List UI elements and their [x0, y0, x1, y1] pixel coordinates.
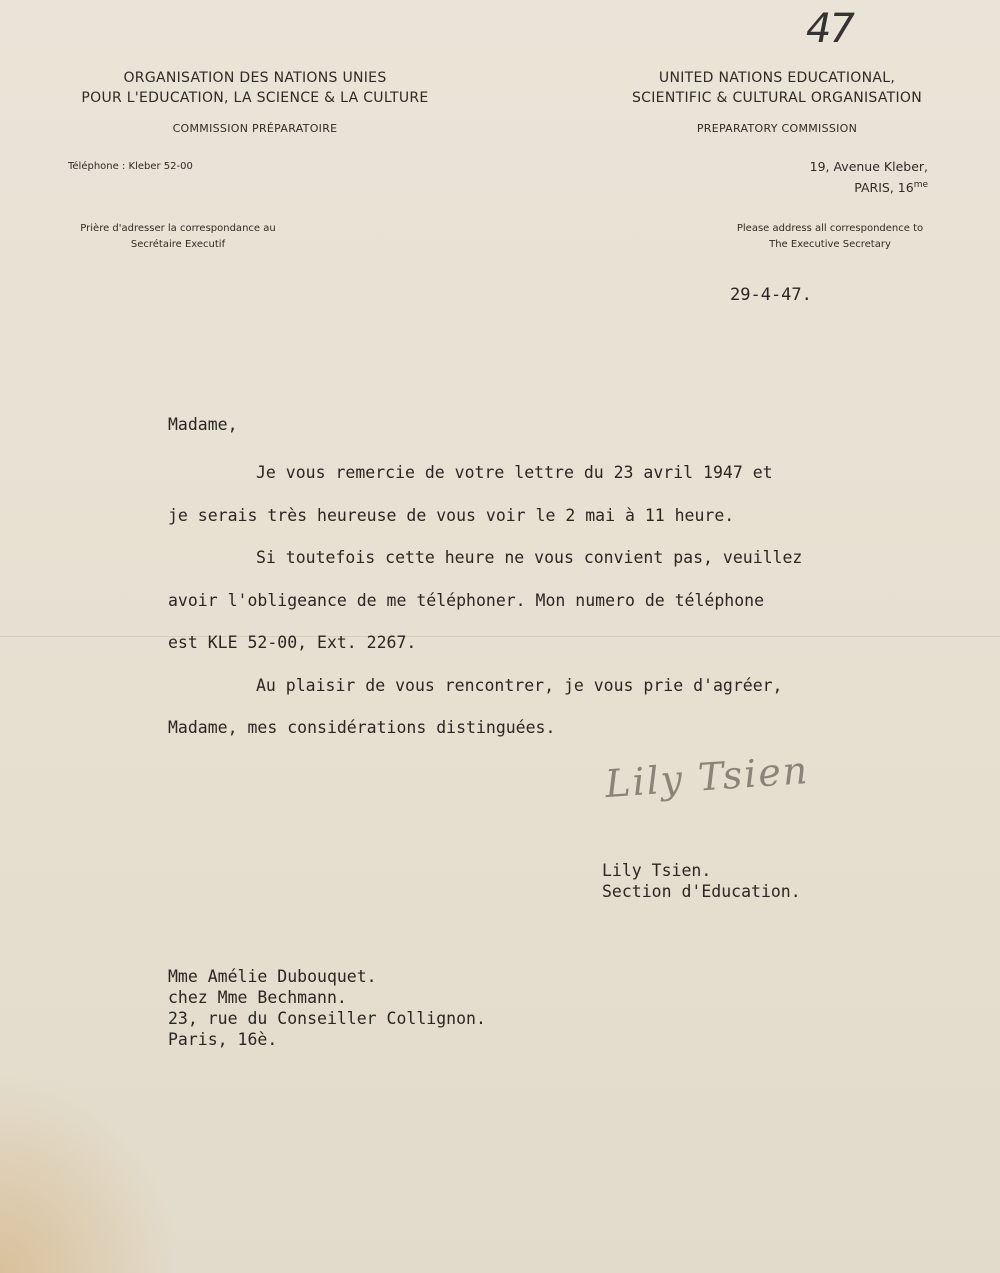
note-fr-line2: Secrétaire Executif — [130, 239, 226, 250]
recipient-line-2: chez Mme Bechmann. — [168, 988, 347, 1007]
paragraph-3 — [168, 665, 868, 750]
address-city-sup: me — [913, 180, 928, 190]
paragraph-2-line-1: Si toutefois cette heure ne vous convient pas, veuillez — [256, 548, 803, 567]
handwritten-signature: Lily Tsien — [603, 747, 811, 807]
recipient-line-3: 23, rue du Conseiller Collignon. — [168, 1009, 486, 1028]
org-name-en-line1: UNITED NATIONS EDUCATIONAL, — [658, 70, 896, 86]
note-en-line2: The Executive Secretary — [769, 239, 891, 250]
paragraph-1-line-2: je serais très heureuse de vous voir le 2 mai à 11 heure. — [168, 505, 735, 525]
telephone: Téléphone : Kleber 52-00 — [68, 161, 193, 172]
commission-en: PREPARATORY COMMISSION — [696, 122, 858, 135]
note-french — [68, 221, 288, 253]
paragraph-1 — [168, 452, 868, 537]
org-name-en-line2: SCIENTIFIC & CULTURAL ORGANISATION — [631, 90, 923, 106]
address-city — [810, 176, 928, 197]
org-name-fr-line2: POUR L'EDUCATION, LA SCIENCE & LA CULTURE — [81, 90, 429, 106]
signer-block — [602, 860, 801, 902]
page-number: 47 — [806, 6, 853, 52]
paragraph-3-line-2: Madame, mes considérations distinguées. — [168, 718, 556, 737]
commission-fr: COMMISSION PRÉPARATOIRE — [172, 122, 338, 135]
note-fr-line1: Prière d'adresser la correspondance au — [80, 223, 276, 234]
note-en-line1: Please address all correspondence to — [736, 223, 924, 234]
org-name-fr-line1: ORGANISATION DES NATIONS UNIES — [123, 70, 387, 86]
address-street: 19, Avenue Kleber, — [809, 159, 928, 174]
recipient-line-4: Paris, 16è. — [168, 1030, 278, 1049]
letter-date: 29-4-47. — [730, 285, 812, 305]
signer-name: Lily Tsien. — [602, 861, 712, 880]
header-french — [60, 68, 450, 135]
paragraph-3-line-1: Au plaisir de vous rencontrer, je vous prie d'agréer, — [256, 675, 783, 695]
signer-section: Section d'Education. — [602, 882, 801, 901]
paragraph-2 — [168, 537, 868, 665]
address-city-text: PARIS, 16 — [854, 180, 914, 196]
recipient-line-1: Mme Amélie Dubouquet. — [168, 967, 377, 986]
recipient-address — [168, 966, 486, 1050]
header-english — [612, 68, 942, 135]
note-english — [720, 221, 940, 253]
salutation: Madame, — [168, 415, 238, 434]
letter-body — [168, 410, 868, 750]
paragraph-2-line-2: avoir l'obligeance de me téléphoner. Mon numero de téléphone — [168, 590, 765, 610]
paragraph-1-line-1: Je vous remercie de votre lettre du 23 avril 1947 et — [256, 463, 773, 482]
paragraph-2-line-3: est KLE 52-00, Ext. 2267. — [168, 633, 417, 652]
address-block — [810, 157, 928, 197]
